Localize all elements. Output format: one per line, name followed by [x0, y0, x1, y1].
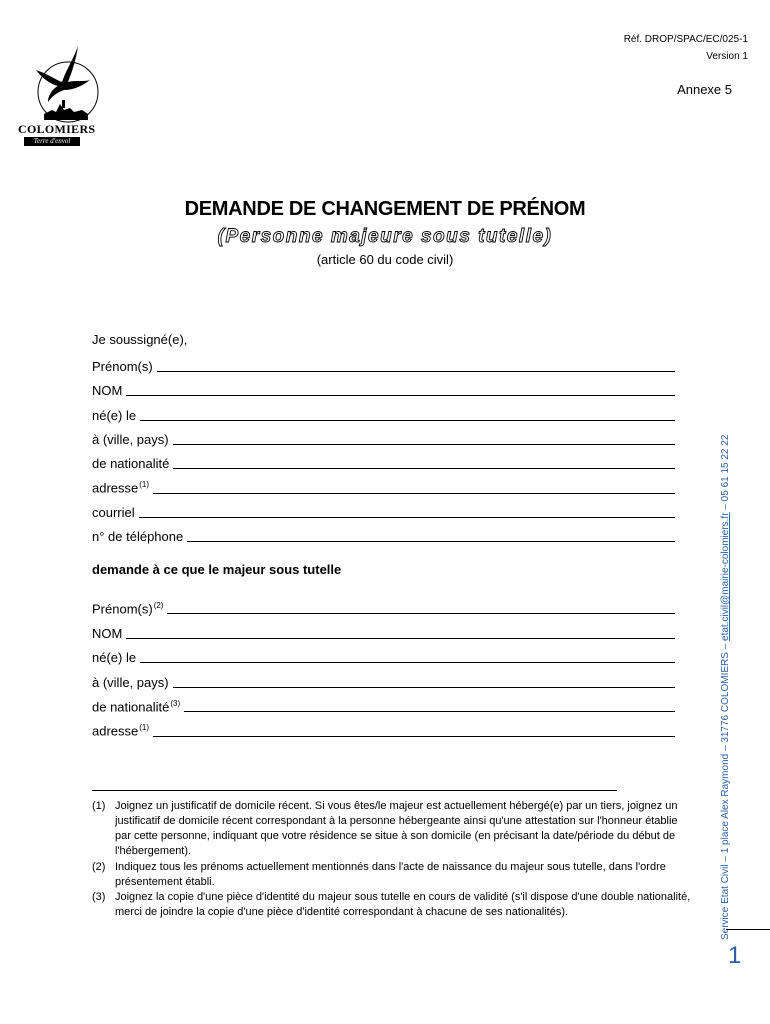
form-intro: Je soussigné(e), — [92, 332, 188, 347]
field-label — [92, 433, 173, 447]
field-blank-line[interactable] — [140, 662, 675, 663]
annexe-label: Annexe 5 — [677, 82, 732, 97]
field-label — [92, 360, 157, 374]
section2-title: demande à ce que le majeur sous tutelle — [92, 562, 342, 577]
field-row[interactable] — [92, 380, 675, 398]
field-blank-line[interactable] — [173, 444, 675, 445]
field-label-text: Prénom(s) — [92, 359, 153, 374]
field-blank-line[interactable] — [187, 541, 675, 542]
contact-email-link[interactable]: etat.civil@mairie-colomiers.fr — [720, 512, 731, 641]
footnote-ref: (1) — [139, 480, 150, 490]
field-label — [92, 721, 153, 738]
field-label — [92, 457, 173, 471]
field-blank-line[interactable] — [139, 517, 675, 518]
footnote-divider — [92, 790, 617, 791]
field-label-text: NOM — [92, 383, 123, 399]
field-row[interactable] — [92, 453, 675, 471]
field-blank-line[interactable] — [126, 638, 675, 639]
field-row[interactable] — [92, 526, 675, 544]
reference-number: Réf. DROP/SPAC/EC/025-1 — [623, 34, 748, 45]
footnote-text: Indiquez tous les prénoms actuellement mentionnés dans l'acte de naissance du majeur sous tutelle, dans l'ordre présentement établi. — [115, 861, 666, 888]
footnote-text: Joignez la copie d'une pièce d'identité du majeur sous tutelle en cours de validité (s'il dispose d'une double nationalité, merci de joindre la copie d'une pièce d'identité correspondant à chacune de ses nationalités). — [115, 891, 691, 918]
field-blank-line[interactable] — [153, 736, 675, 737]
field-row[interactable] — [92, 598, 675, 616]
field-row[interactable] — [92, 405, 675, 423]
field-row[interactable] — [92, 721, 675, 739]
footnote-number: (2) — [92, 861, 106, 873]
field-row[interactable] — [92, 429, 675, 447]
field-row[interactable] — [92, 647, 675, 665]
field-label-text: Prénom(s) — [92, 601, 153, 616]
field-label — [92, 530, 187, 544]
logo-tagline: Terre d'envol — [24, 137, 80, 146]
field-label — [92, 627, 126, 641]
field-blank-line[interactable] — [184, 711, 675, 712]
field-label-text: né(e) le — [92, 407, 137, 423]
document-subtitle: (Personne majeure sous tutelle) — [217, 226, 553, 247]
field-row[interactable] — [92, 623, 675, 641]
page-number: 1 — [728, 942, 742, 969]
field-label — [92, 676, 173, 690]
contact-phone: – 05 61 15 22 22 — [720, 434, 731, 513]
field-label — [92, 478, 153, 495]
field-row[interactable] — [92, 696, 675, 714]
document-title: DEMANDE DE CHANGEMENT DE PRÉNOM — [184, 198, 586, 220]
field-label-text: de nationalité — [92, 699, 170, 714]
field-label-text: adresse — [92, 723, 139, 739]
field-row[interactable] — [92, 356, 675, 374]
footnote-number: (1) — [92, 800, 106, 812]
field-label-text: à (ville, pays) — [92, 674, 169, 690]
contact-sidebar — [720, 435, 731, 940]
contact-address: Service Etat Civil – 1 place Alex Raymond – 31776 COLOMIERS – — [720, 640, 731, 940]
field-blank-line[interactable] — [167, 613, 675, 614]
field-blank-line[interactable] — [153, 493, 675, 494]
field-label — [92, 697, 184, 714]
logo-text: COLOMIERS — [18, 122, 96, 136]
footnote-2 — [92, 860, 692, 890]
field-row[interactable] — [92, 502, 675, 520]
field-blank-line[interactable] — [173, 687, 675, 688]
field-label — [92, 384, 126, 398]
footnote-3 — [92, 890, 692, 920]
field-blank-line[interactable] — [173, 468, 675, 469]
colomiers-logo — [18, 40, 108, 150]
version-label: Version 1 — [706, 51, 748, 62]
page-number-divider — [726, 929, 770, 930]
legal-article: (article 60 du code civil) — [316, 252, 454, 267]
field-label — [92, 506, 139, 520]
field-label-text: NOM — [92, 625, 123, 641]
footnote-number: (3) — [92, 891, 106, 903]
field-label — [92, 599, 167, 616]
field-blank-line[interactable] — [126, 395, 675, 396]
field-label-text: à (ville, pays) — [92, 431, 169, 447]
footnote-text: Joignez un justificatif de domicile récent. Si vous êtes/le majeur est actuellement hébergé(e) par un tiers, joignez un justificatif de domicile récent correspondant à la personne hébergeante ainsi qu'une attestation sur l'honneur établie par cette personne, indiquant que votre résidence se situe à son domicile (en précisant la date/période du début de l'hébergement). — [115, 800, 678, 857]
field-row[interactable] — [92, 672, 675, 690]
field-label — [92, 409, 140, 423]
field-row[interactable] — [92, 478, 675, 496]
field-blank-line[interactable] — [157, 371, 675, 372]
field-label-text: courriel — [92, 504, 135, 520]
field-label-text: adresse — [92, 480, 139, 496]
field-label-text: né(e) le — [92, 650, 137, 665]
field-label-text: de nationalité — [92, 456, 170, 472]
field-label — [92, 651, 140, 665]
field-label-text: n° de téléphone — [92, 529, 184, 545]
footnote-1 — [92, 799, 692, 859]
footnote-ref: (1) — [139, 723, 150, 733]
footnote-ref: (2) — [153, 600, 164, 610]
field-blank-line[interactable] — [140, 420, 675, 421]
footnote-ref: (3) — [170, 698, 181, 708]
